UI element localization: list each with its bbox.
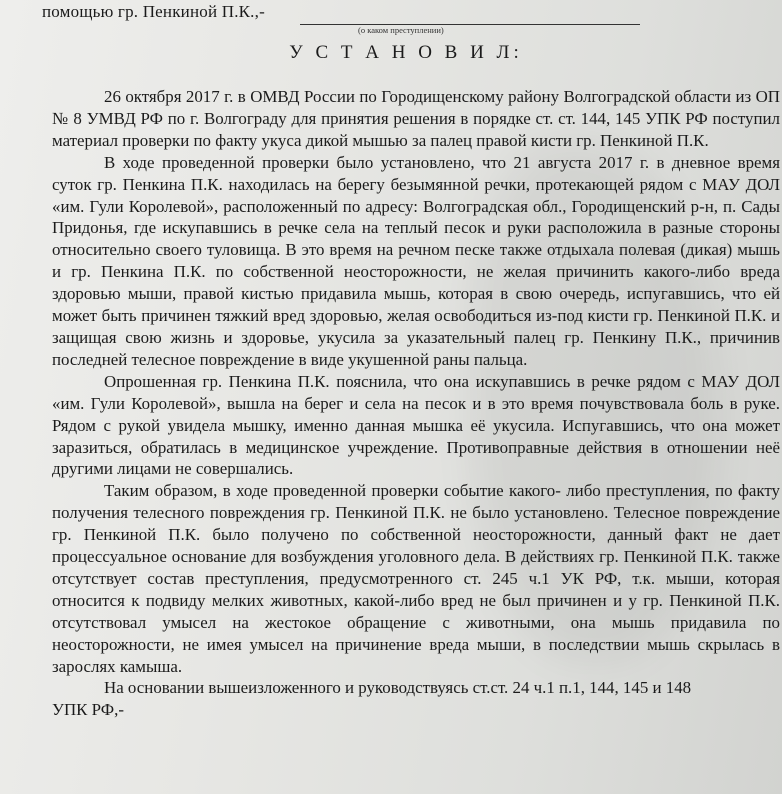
paragraph-3: Опрошенная гр. Пенкина П.К. пояснила, что она искупавшись в речке рядом с МАУ ДОЛ «им. Гули Королевой», вышла на берег и села на песок и в это время почувствовала боль в руке. Рядом с рукой увидела мышку, именно данная мышка её укусила. Испугавшись, что она может заразиться, обратилась в медицинское учреждение. Противоправные действия в отношении неё другими лицами не совершались.: [52, 371, 780, 479]
paragraph-5: На основании вышеизложенного и руководствуясь ст.ст. 24 ч.1 п.1, 144, 145 и 148: [104, 678, 692, 698]
closing-line: УПК РФ,-: [52, 700, 124, 720]
fill-in-underline: [300, 24, 640, 25]
top-line-text: помощью гр. Пенкиной П.К.,-: [42, 2, 265, 21]
top-line-caption: (о каком преступлении): [358, 25, 444, 35]
paragraph-1: 26 октября 2017 г. в ОМВД России по Городищенскому району Волгоградской области из ОП № 8 УМВД РФ по г. Волгограду для принятия решения в порядке ст. ст. 144, 145 УПК РФ поступил материал проверки по факту укуса дикой мышью за палец правой кисти гр. Пенкиной П.К.: [52, 87, 780, 150]
paragraph-2: В ходе проведенной проверки было установлено, что 21 августа 2017 г. в дневное время суток гр. Пенкина П.К. находилась на берегу безымянной речки, протекающей рядом с МАУ ДОЛ «им. Гули Королевой», расположенный по адресу: Волгоградская обл., Городищенский р-н, п. Сады Придонья, где искупавшись в речке села на теплый песок и руки расположила в разные стороны относительно своего туловища. В это время на речном песке также отдыхала полевая (дикая) мышь и гр. Пенкина П.К. по собственной неосторожности, не желая причинить какого-либо вреда здоровью мыши, правой кистью придавила мышь, которая в свою очередь, испугавшись, что ей может быть причинен тяжкий вред здоровью, желая освободиться из-под кисти гр. Пенкиной П.К. и защищая свою жизнь и здоровье, укусила за указательный палец гр. Пенкину П.К., причинив последней телесное повреждение в виде укушенной раны пальца.: [52, 152, 780, 369]
section-heading: У С Т А Н О В И Л:: [289, 42, 523, 63]
document-body: [52, 86, 780, 721]
paragraph-4: Таким образом, в ходе проведенной проверки событие какого- либо преступления, по факту получения телесного повреждения гр. Пенкиной П.К. не было установлено. Телесное повреждение гр. Пенкиной П.К. было получено по собственной неосторожности, данный факт не дает процессуальное основание для возбуждения уголовного дела. В действиях гр. Пенкиной П.К. также отсутствует состав преступления, предусмотренного ст. 245 ч.1 УК РФ, т.к. мыши, которая относится к подвиду мелких животных, какой-либо вред не был причинен и у гр. Пенкиной П.К. отсутствовал умысел на жестокое обращение с животными, она мышь придавила по неосторожности, не имея умысел на причинение вреда мыши, в последствии мышь скрылась в зарослях камыша.: [52, 481, 780, 676]
